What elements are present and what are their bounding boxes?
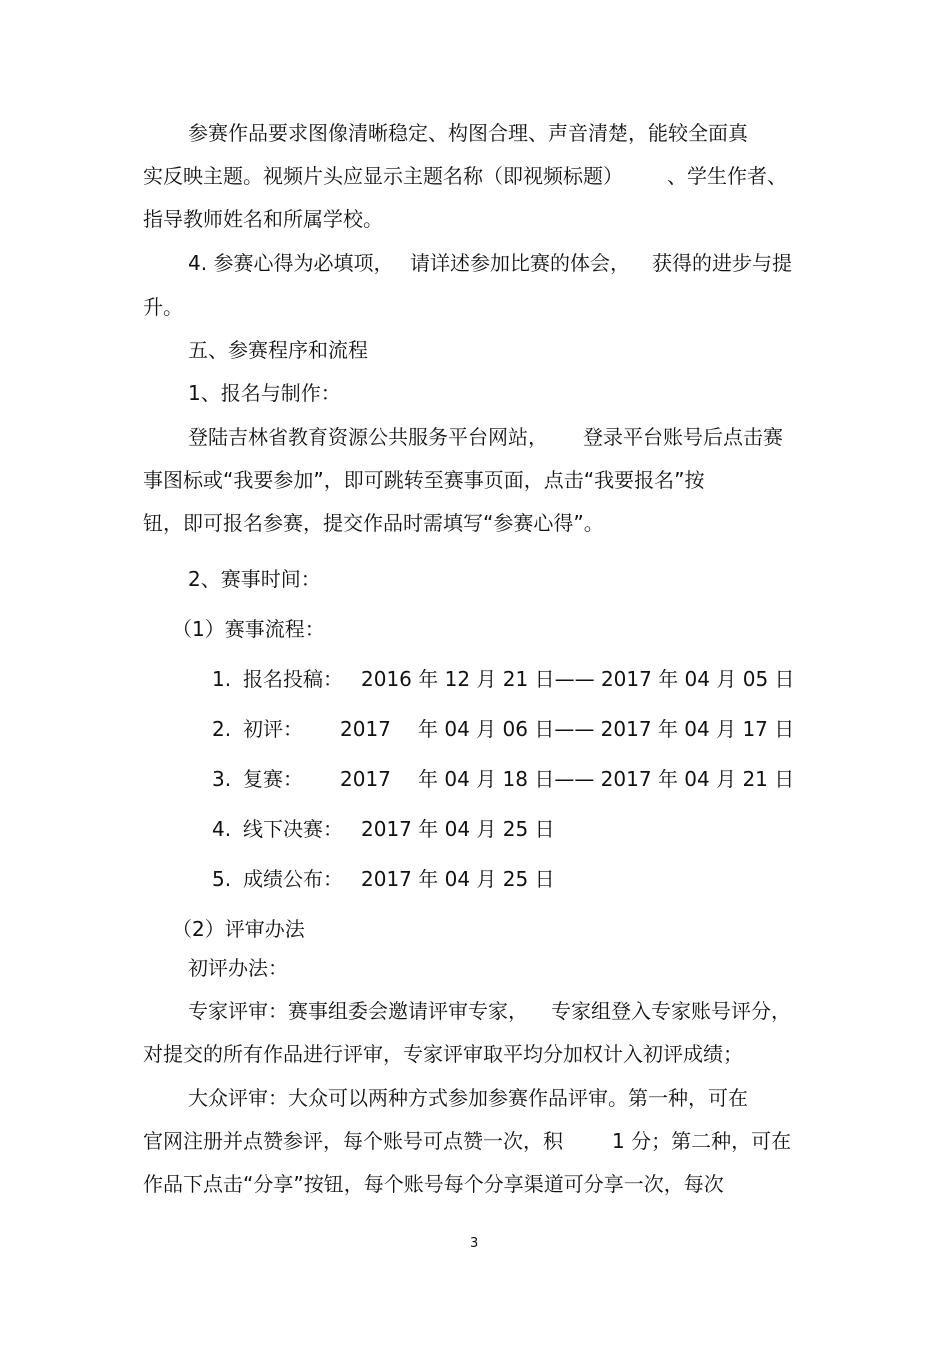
schedule-label: 报名投稿： (243, 667, 343, 691)
paragraph-line: 请详述参加比赛的体会， (410, 251, 630, 275)
schedule-number: 2. (212, 717, 232, 741)
schedule-date: 2017 年 04 月 25 日 (361, 817, 555, 841)
subsection-title: （1）赛事流程： (172, 617, 325, 641)
paragraph-line: 1 分；第二种，可在 (612, 1129, 792, 1153)
schedule-year: 2017 (340, 717, 391, 741)
paragraph-line: 登录平台账号后点击赛 (583, 425, 783, 449)
paragraph-line: 大众评审：大众可以两种方式参加参赛作品评审。第一种，可在 (188, 1086, 748, 1110)
schedule-label: 线下决赛： (243, 817, 343, 841)
schedule-number: 4. (212, 817, 232, 841)
schedule-label: 初评： (243, 717, 303, 741)
schedule-label: 复赛： (243, 767, 303, 791)
subsection-title: （2）评审办法 (172, 917, 305, 941)
schedule-number: 1. (212, 667, 232, 691)
paragraph-line: 4. 参赛心得为必填项， (188, 251, 394, 275)
paragraph-line: 官网注册并点赞参评，每个账号可点赞一次，积 (143, 1129, 563, 1153)
paragraph-line: 登陆吉林省教育资源公共服务平台网站， (188, 425, 548, 449)
paragraph-line: 实反映主题。视频片头应显示主题名称（即视频标题） (143, 164, 623, 188)
page-number: 3 (470, 1236, 479, 1251)
paragraph-line: 事图标或“我要参加”，即可跳转至赛事页面，点击“我要报名”按 (143, 468, 705, 492)
schedule-date: 年 04 月 18 日—— 2017 年 04 月 21 日 (418, 767, 795, 791)
item-title: 1、报名与制作： (188, 381, 341, 405)
item-title: 2、赛事时间： (188, 567, 321, 591)
paragraph-line: 升。 (143, 295, 183, 319)
paragraph-line: 、学生作者、 (667, 164, 787, 188)
paragraph-line: 获得的进步与提 (652, 251, 792, 275)
paragraph-line: 参赛作品要求图像清晰稳定、构图合理、声音清楚，能较全面真 (188, 121, 748, 145)
paragraph-line: 钮，即可报名参赛，提交作品时需填写“参赛心得”。 (143, 511, 604, 535)
schedule-row (0, 716, 950, 742)
schedule-date: 2017 年 04 月 25 日 (361, 867, 555, 891)
item-title: 初评办法： (188, 956, 288, 980)
schedule-row (0, 766, 950, 792)
schedule-row (0, 816, 950, 842)
paragraph-line: 指导教师姓名和所属学校。 (143, 207, 383, 231)
paragraph-line: 专家组登入专家账号评分， (551, 999, 791, 1023)
paragraph-line: 对提交的所有作品进行评审，专家评审取平均分加权计入初评成绩； (143, 1042, 743, 1066)
schedule-row (0, 666, 950, 692)
schedule-row (0, 866, 950, 892)
schedule-date: 2016 年 12 月 21 日—— 2017 年 04 月 05 日 (361, 667, 795, 691)
schedule-date: 年 04 月 06 日—— 2017 年 04 月 17 日 (418, 717, 795, 741)
section-title: 五、参赛程序和流程 (188, 338, 368, 362)
paragraph-line: 作品下点击“分享”按钮，每个账号每个分享渠道可分享一次，每次 (143, 1172, 724, 1196)
schedule-label: 成绩公布： (243, 867, 343, 891)
schedule-number: 5. (212, 867, 232, 891)
schedule-year: 2017 (340, 767, 391, 791)
schedule-number: 3. (212, 767, 232, 791)
paragraph-line: 专家评审：赛事组委会邀请评审专家， (188, 999, 528, 1023)
